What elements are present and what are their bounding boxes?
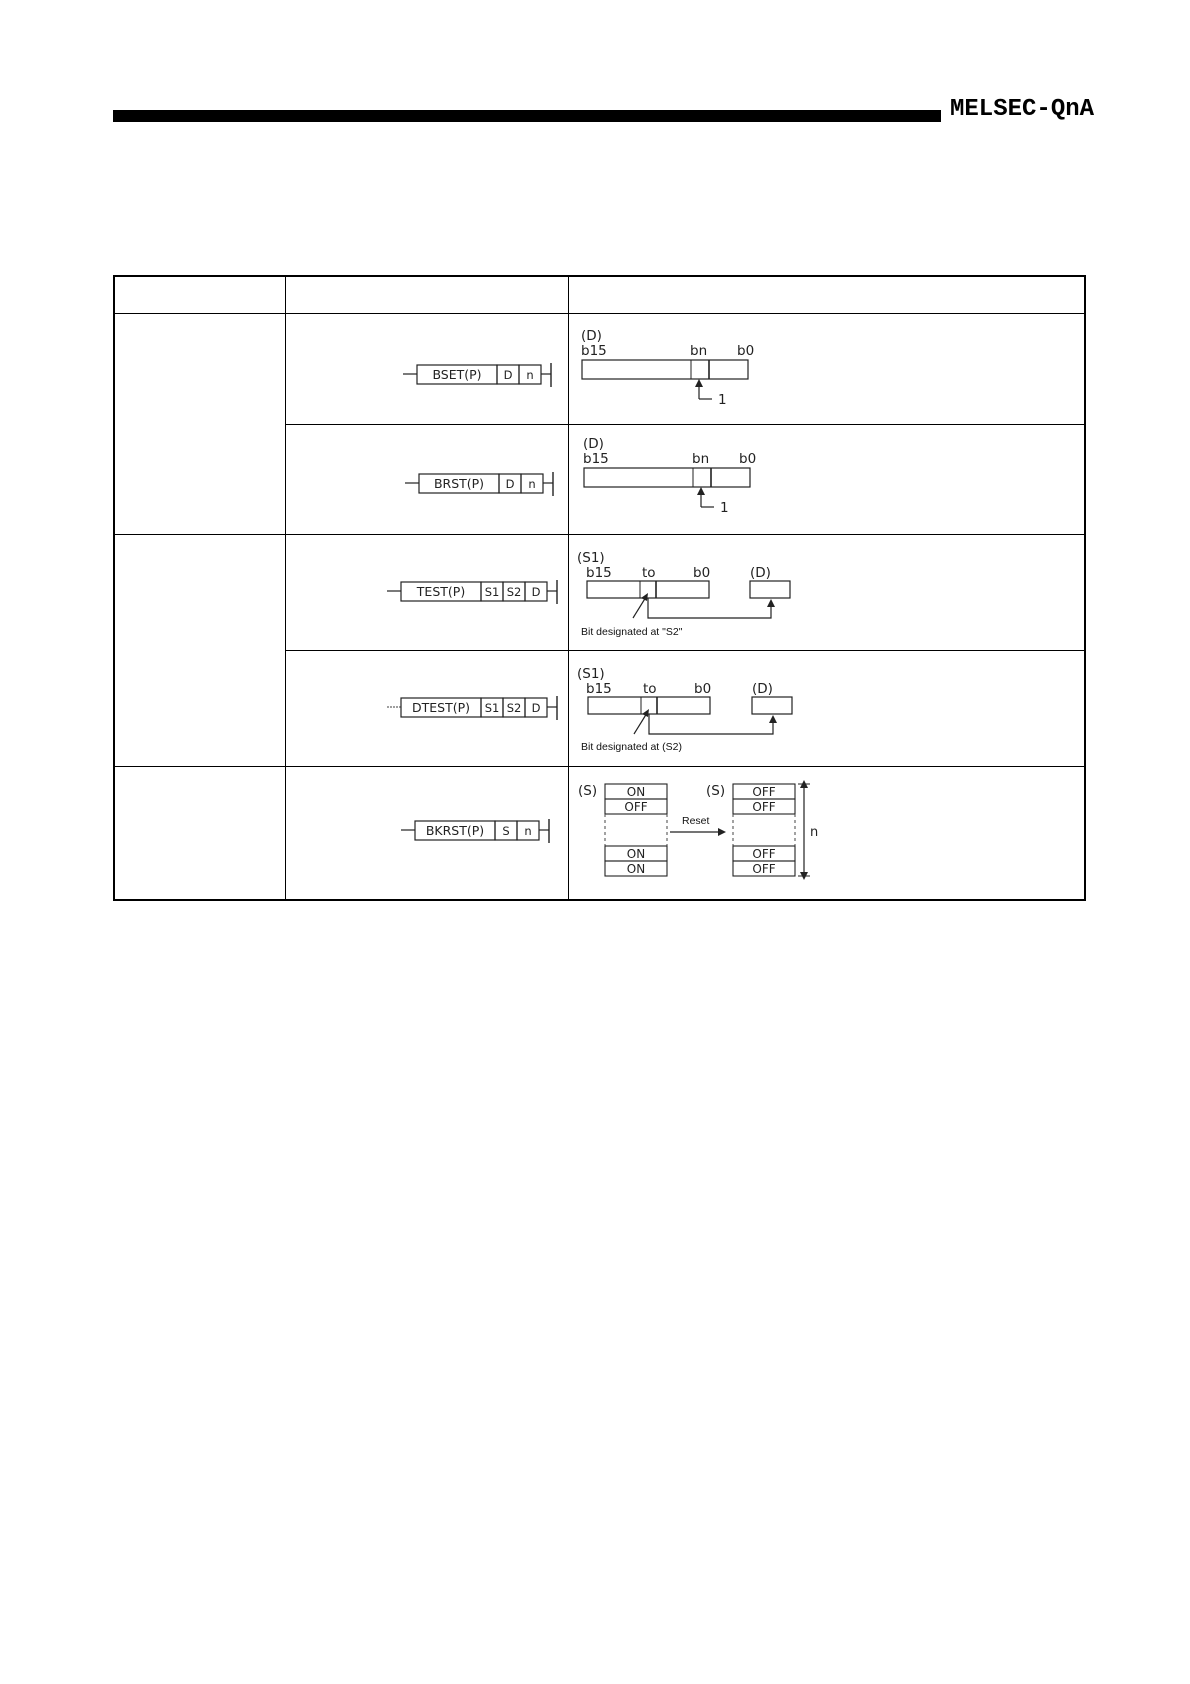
operand: D <box>505 477 515 491</box>
operand: S1 <box>484 585 500 599</box>
bit-label: b15 <box>581 343 607 359</box>
operand: S1 <box>484 701 500 715</box>
operand: n <box>524 824 532 838</box>
arrow-label: Reset <box>682 815 710 827</box>
count-label: n <box>810 825 819 840</box>
instruction-name: BSET(P) <box>432 367 482 382</box>
device-label: (D) <box>581 328 602 344</box>
bit-diagram-test <box>575 548 815 638</box>
ladder-bset <box>403 360 571 392</box>
device-label: (S1) <box>577 666 605 682</box>
bit-label: b15 <box>586 681 612 697</box>
operand: S2 <box>506 585 522 599</box>
operand: S <box>502 824 510 838</box>
operand: D <box>531 585 541 599</box>
bit-label: b15 <box>583 451 609 467</box>
bit-label: b0 <box>694 681 712 697</box>
ladder-brst <box>405 469 573 501</box>
dest-label: (S) <box>706 783 726 799</box>
ladder-bkrst <box>401 816 569 848</box>
dest-value: OFF <box>752 785 776 799</box>
instruction-name: BRST(P) <box>433 476 485 491</box>
operand: D <box>503 368 513 382</box>
ladder-test <box>387 577 577 609</box>
src-value: ON <box>626 785 646 799</box>
value-label: 1 <box>720 500 729 516</box>
operand: D <box>531 701 541 715</box>
src-value: OFF <box>624 800 648 814</box>
bit-label: b0 <box>737 343 755 359</box>
block-reset-diagram <box>578 780 858 890</box>
instruction-name: BKRST(P) <box>425 823 485 838</box>
dest-value: OFF <box>752 847 776 861</box>
caption: Bit designated at "S2" <box>581 626 683 638</box>
group-divider <box>113 766 1084 767</box>
bit-diagram-bset <box>578 327 818 417</box>
column-divider <box>285 275 286 899</box>
bit-label: to <box>643 681 657 697</box>
ladder-dtest <box>387 693 577 725</box>
value-label: 1 <box>718 392 727 408</box>
dest-value: OFF <box>752 862 776 876</box>
bit-label: to <box>642 565 656 581</box>
row-divider <box>285 650 1084 651</box>
row-divider <box>285 424 1084 425</box>
bit-label: b0 <box>739 451 757 467</box>
operand: S2 <box>506 701 522 715</box>
operand: n <box>528 477 536 491</box>
instruction-name: DTEST(P) <box>411 700 471 715</box>
src-value: ON <box>626 862 646 876</box>
src-value: ON <box>626 847 646 861</box>
dest-value: OFF <box>752 800 776 814</box>
dest-label: (D) <box>750 565 771 581</box>
header-rule <box>113 110 941 122</box>
bit-label: bn <box>692 451 710 467</box>
device-label: (S1) <box>577 550 605 566</box>
bit-label: bn <box>690 343 708 359</box>
header-title: MELSEC-QnA <box>950 96 1095 123</box>
device-label: (D) <box>583 436 604 452</box>
bit-label: b15 <box>586 565 612 581</box>
src-label: (S) <box>578 783 598 799</box>
dest-label: (D) <box>752 681 773 697</box>
caption: Bit designated at (S2) <box>581 741 682 753</box>
header-row-divider <box>113 313 1084 314</box>
operand: n <box>526 368 534 382</box>
bit-diagram-brst <box>580 435 820 525</box>
bit-label: b0 <box>693 565 711 581</box>
instruction-table <box>113 275 1084 899</box>
group-divider <box>113 534 1084 535</box>
bit-diagram-dtest <box>575 664 815 754</box>
instruction-name: TEST(P) <box>416 584 466 599</box>
